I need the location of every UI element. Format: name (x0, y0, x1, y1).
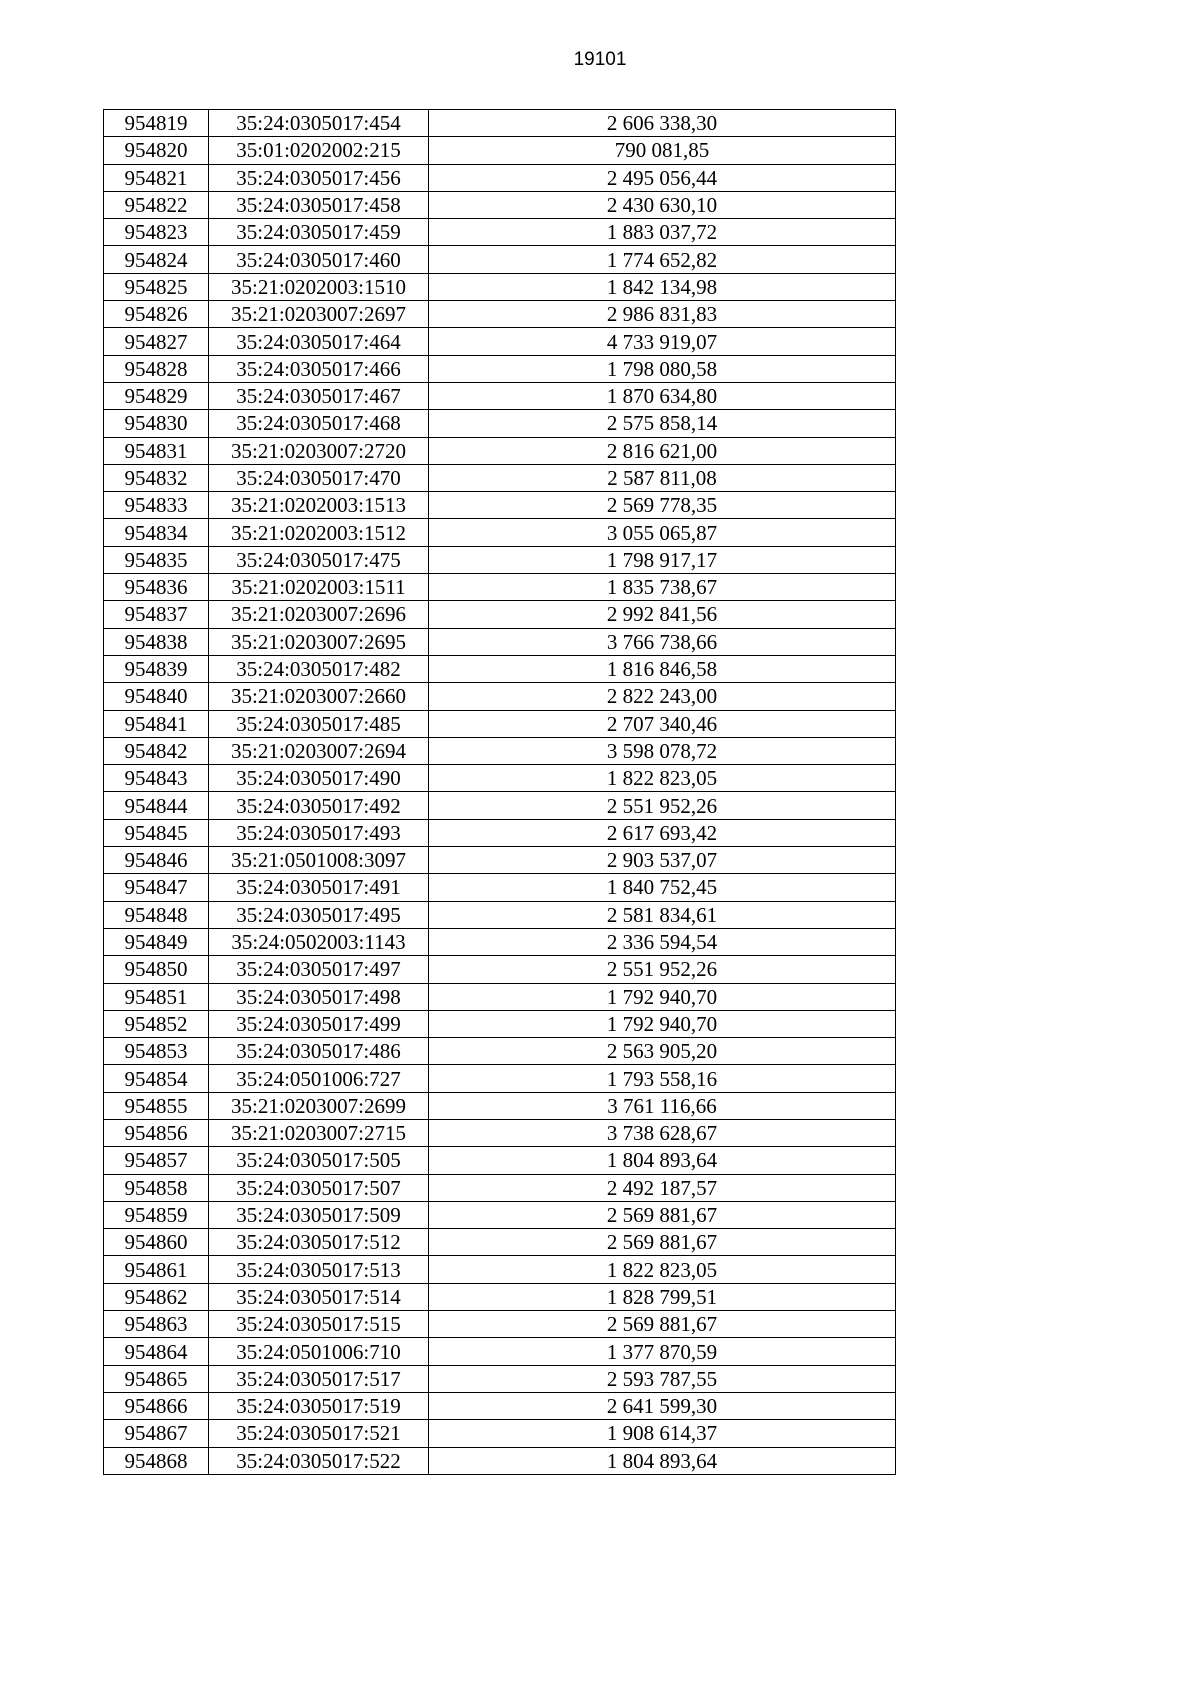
cadastral-number-cell: 35:24:0305017:515 (209, 1311, 429, 1338)
value-cell: 1 792 940,70 (429, 1010, 896, 1037)
cadastral-number-cell: 35:21:0203007:2697 (209, 301, 429, 328)
record-number-cell: 954827 (104, 328, 209, 355)
cadastral-number-cell: 35:24:0305017:507 (209, 1174, 429, 1201)
value-cell: 1 840 752,45 (429, 874, 896, 901)
value-cell: 2 587 811,08 (429, 464, 896, 491)
record-number-cell: 954867 (104, 1420, 209, 1447)
cadastral-number-cell: 35:21:0203007:2660 (209, 683, 429, 710)
cadastral-number-cell: 35:01:0202002:215 (209, 137, 429, 164)
value-cell: 3 761 116,66 (429, 1092, 896, 1119)
value-cell: 1 822 823,05 (429, 765, 896, 792)
cadastral-number-cell: 35:24:0305017:470 (209, 464, 429, 491)
registry-table (103, 109, 896, 1475)
value-cell: 2 641 599,30 (429, 1392, 896, 1419)
table-row (104, 1147, 896, 1174)
table-row (104, 574, 896, 601)
record-number-cell: 954834 (104, 519, 209, 546)
cadastral-number-cell: 35:21:0203007:2720 (209, 437, 429, 464)
value-cell: 2 903 537,07 (429, 847, 896, 874)
value-cell: 1 774 652,82 (429, 246, 896, 273)
value-cell: 3 598 078,72 (429, 737, 896, 764)
table-row (104, 1420, 896, 1447)
cadastral-number-cell: 35:24:0305017:458 (209, 191, 429, 218)
cadastral-number-cell: 35:21:0501008:3097 (209, 847, 429, 874)
cadastral-number-cell: 35:24:0305017:517 (209, 1365, 429, 1392)
record-number-cell: 954821 (104, 164, 209, 191)
cadastral-number-cell: 35:24:0305017:512 (209, 1229, 429, 1256)
table-row (104, 683, 896, 710)
record-number-cell: 954866 (104, 1392, 209, 1419)
value-cell: 2 992 841,56 (429, 601, 896, 628)
record-number-cell: 954850 (104, 956, 209, 983)
value-cell: 3 766 738,66 (429, 628, 896, 655)
value-cell: 2 581 834,61 (429, 901, 896, 928)
cadastral-number-cell: 35:24:0305017:509 (209, 1201, 429, 1228)
value-cell: 2 569 881,67 (429, 1201, 896, 1228)
cadastral-number-cell: 35:21:0203007:2715 (209, 1119, 429, 1146)
table-row (104, 382, 896, 409)
record-number-cell: 954836 (104, 574, 209, 601)
table-row (104, 983, 896, 1010)
cadastral-number-cell: 35:24:0305017:499 (209, 1010, 429, 1037)
value-cell: 1 908 614,37 (429, 1420, 896, 1447)
table-row (104, 1311, 896, 1338)
record-number-cell: 954820 (104, 137, 209, 164)
cadastral-number-cell: 35:24:0305017:491 (209, 874, 429, 901)
record-number-cell: 954864 (104, 1338, 209, 1365)
record-number-cell: 954833 (104, 492, 209, 519)
record-number-cell: 954844 (104, 792, 209, 819)
record-number-cell: 954865 (104, 1365, 209, 1392)
record-number-cell: 954852 (104, 1010, 209, 1037)
cadastral-number-cell: 35:24:0305017:485 (209, 710, 429, 737)
record-number-cell: 954826 (104, 301, 209, 328)
record-number-cell: 954839 (104, 655, 209, 682)
value-cell: 2 563 905,20 (429, 1038, 896, 1065)
value-cell: 2 593 787,55 (429, 1365, 896, 1392)
cadastral-number-cell: 35:24:0305017:495 (209, 901, 429, 928)
table-row (104, 137, 896, 164)
record-number-cell: 954863 (104, 1311, 209, 1338)
value-cell: 1 816 846,58 (429, 655, 896, 682)
record-number-cell: 954840 (104, 683, 209, 710)
table-row (104, 191, 896, 218)
cadastral-number-cell: 35:24:0305017:466 (209, 355, 429, 382)
record-number-cell: 954835 (104, 546, 209, 573)
value-cell: 1 798 917,17 (429, 546, 896, 573)
value-cell: 1 883 037,72 (429, 219, 896, 246)
value-cell: 2 569 881,67 (429, 1311, 896, 1338)
value-cell: 2 606 338,30 (429, 110, 896, 137)
value-cell: 1 792 940,70 (429, 983, 896, 1010)
record-number-cell: 954830 (104, 410, 209, 437)
record-number-cell: 954829 (104, 382, 209, 409)
table-row (104, 765, 896, 792)
cadastral-number-cell: 35:24:0305017:490 (209, 765, 429, 792)
record-number-cell: 954856 (104, 1119, 209, 1146)
record-number-cell: 954838 (104, 628, 209, 655)
record-number-cell: 954823 (104, 219, 209, 246)
table-row (104, 1092, 896, 1119)
table-row (104, 628, 896, 655)
registry-table-body (104, 110, 896, 1475)
cadastral-number-cell: 35:24:0501006:727 (209, 1065, 429, 1092)
cadastral-number-cell: 35:24:0305017:505 (209, 1147, 429, 1174)
table-row (104, 1447, 896, 1474)
value-cell: 2 617 693,42 (429, 819, 896, 846)
table-row (104, 956, 896, 983)
value-cell: 1 828 799,51 (429, 1283, 896, 1310)
record-number-cell: 954858 (104, 1174, 209, 1201)
table-row (104, 110, 896, 137)
record-number-cell: 954843 (104, 765, 209, 792)
record-number-cell: 954846 (104, 847, 209, 874)
table-row (104, 301, 896, 328)
cadastral-number-cell: 35:24:0305017:454 (209, 110, 429, 137)
cadastral-number-cell: 35:24:0501006:710 (209, 1338, 429, 1365)
table-row (104, 874, 896, 901)
table-row (104, 519, 896, 546)
table-row (104, 246, 896, 273)
table-row (104, 601, 896, 628)
value-cell: 2 822 243,00 (429, 683, 896, 710)
table-row (104, 1201, 896, 1228)
value-cell: 1 804 893,64 (429, 1147, 896, 1174)
value-cell: 1 835 738,67 (429, 574, 896, 601)
cadastral-number-cell: 35:21:0203007:2696 (209, 601, 429, 628)
record-number-cell: 954837 (104, 601, 209, 628)
table-row (104, 1365, 896, 1392)
value-cell: 3 055 065,87 (429, 519, 896, 546)
record-number-cell: 954860 (104, 1229, 209, 1256)
record-number-cell: 954849 (104, 928, 209, 955)
cadastral-number-cell: 35:24:0305017:482 (209, 655, 429, 682)
value-cell: 4 733 919,07 (429, 328, 896, 355)
record-number-cell: 954831 (104, 437, 209, 464)
record-number-cell: 954848 (104, 901, 209, 928)
record-number-cell: 954832 (104, 464, 209, 491)
value-cell: 2 551 952,26 (429, 792, 896, 819)
value-cell: 2 986 831,83 (429, 301, 896, 328)
table-row (104, 655, 896, 682)
cadastral-number-cell: 35:24:0305017:475 (209, 546, 429, 573)
table-row (104, 737, 896, 764)
value-cell: 2 551 952,26 (429, 956, 896, 983)
cadastral-number-cell: 35:21:0203007:2694 (209, 737, 429, 764)
table-row (104, 1392, 896, 1419)
table-row (104, 273, 896, 300)
table-row (104, 410, 896, 437)
value-cell: 1 804 893,64 (429, 1447, 896, 1474)
value-cell: 2 707 340,46 (429, 710, 896, 737)
cadastral-number-cell: 35:24:0305017:467 (209, 382, 429, 409)
value-cell: 1 842 134,98 (429, 273, 896, 300)
value-cell: 2 816 621,00 (429, 437, 896, 464)
table-row (104, 928, 896, 955)
cadastral-number-cell: 35:24:0305017:464 (209, 328, 429, 355)
cadastral-number-cell: 35:24:0305017:497 (209, 956, 429, 983)
record-number-cell: 954855 (104, 1092, 209, 1119)
cadastral-number-cell: 35:24:0305017:456 (209, 164, 429, 191)
record-number-cell: 954825 (104, 273, 209, 300)
table-row (104, 546, 896, 573)
record-number-cell: 954842 (104, 737, 209, 764)
cadastral-number-cell: 35:24:0305017:522 (209, 1447, 429, 1474)
record-number-cell: 954851 (104, 983, 209, 1010)
value-cell: 2 430 630,10 (429, 191, 896, 218)
cadastral-number-cell: 35:24:0502003:1143 (209, 928, 429, 955)
record-number-cell: 954828 (104, 355, 209, 382)
cadastral-number-cell: 35:24:0305017:460 (209, 246, 429, 273)
table-row (104, 437, 896, 464)
table-row (104, 792, 896, 819)
value-cell: 2 492 187,57 (429, 1174, 896, 1201)
cadastral-number-cell: 35:24:0305017:513 (209, 1256, 429, 1283)
table-row (104, 1256, 896, 1283)
cadastral-number-cell: 35:24:0305017:514 (209, 1283, 429, 1310)
record-number-cell: 954824 (104, 246, 209, 273)
value-cell: 1 377 870,59 (429, 1338, 896, 1365)
table-row (104, 710, 896, 737)
table-row (104, 1338, 896, 1365)
value-cell: 1 798 080,58 (429, 355, 896, 382)
cadastral-number-cell: 35:24:0305017:486 (209, 1038, 429, 1065)
cadastral-number-cell: 35:21:0202003:1513 (209, 492, 429, 519)
table-row (104, 1038, 896, 1065)
value-cell: 3 738 628,67 (429, 1119, 896, 1146)
table-row (104, 464, 896, 491)
cadastral-number-cell: 35:21:0202003:1510 (209, 273, 429, 300)
table-row (104, 164, 896, 191)
record-number-cell: 954822 (104, 191, 209, 218)
record-number-cell: 954841 (104, 710, 209, 737)
table-row (104, 1010, 896, 1037)
value-cell: 2 569 778,35 (429, 492, 896, 519)
table-row (104, 901, 896, 928)
table-row (104, 819, 896, 846)
table-row (104, 1174, 896, 1201)
table-row (104, 328, 896, 355)
record-number-cell: 954861 (104, 1256, 209, 1283)
cadastral-number-cell: 35:24:0305017:459 (209, 219, 429, 246)
record-number-cell: 954857 (104, 1147, 209, 1174)
record-number-cell: 954854 (104, 1065, 209, 1092)
cadastral-number-cell: 35:21:0203007:2699 (209, 1092, 429, 1119)
value-cell: 2 336 594,54 (429, 928, 896, 955)
table-row (104, 355, 896, 382)
cadastral-number-cell: 35:24:0305017:498 (209, 983, 429, 1010)
record-number-cell: 954859 (104, 1201, 209, 1228)
cadastral-number-cell: 35:24:0305017:521 (209, 1420, 429, 1447)
value-cell: 790 081,85 (429, 137, 896, 164)
record-number-cell: 954847 (104, 874, 209, 901)
cadastral-number-cell: 35:21:0202003:1512 (209, 519, 429, 546)
table-row (104, 1119, 896, 1146)
value-cell: 2 569 881,67 (429, 1229, 896, 1256)
record-number-cell: 954868 (104, 1447, 209, 1474)
cadastral-number-cell: 35:24:0305017:493 (209, 819, 429, 846)
table-row (104, 492, 896, 519)
value-cell: 2 575 858,14 (429, 410, 896, 437)
table-row (104, 1283, 896, 1310)
record-number-cell: 954845 (104, 819, 209, 846)
page-number: 19101 (573, 49, 627, 70)
cadastral-number-cell: 35:24:0305017:519 (209, 1392, 429, 1419)
value-cell: 1 870 634,80 (429, 382, 896, 409)
value-cell: 1 822 823,05 (429, 1256, 896, 1283)
cadastral-number-cell: 35:21:0202003:1511 (209, 574, 429, 601)
cadastral-number-cell: 35:21:0203007:2695 (209, 628, 429, 655)
value-cell: 1 793 558,16 (429, 1065, 896, 1092)
cadastral-number-cell: 35:24:0305017:492 (209, 792, 429, 819)
table-row (104, 219, 896, 246)
cadastral-number-cell: 35:24:0305017:468 (209, 410, 429, 437)
value-cell: 2 495 056,44 (429, 164, 896, 191)
record-number-cell: 954819 (104, 110, 209, 137)
table-row (104, 847, 896, 874)
table-row (104, 1229, 896, 1256)
record-number-cell: 954862 (104, 1283, 209, 1310)
record-number-cell: 954853 (104, 1038, 209, 1065)
table-row (104, 1065, 896, 1092)
